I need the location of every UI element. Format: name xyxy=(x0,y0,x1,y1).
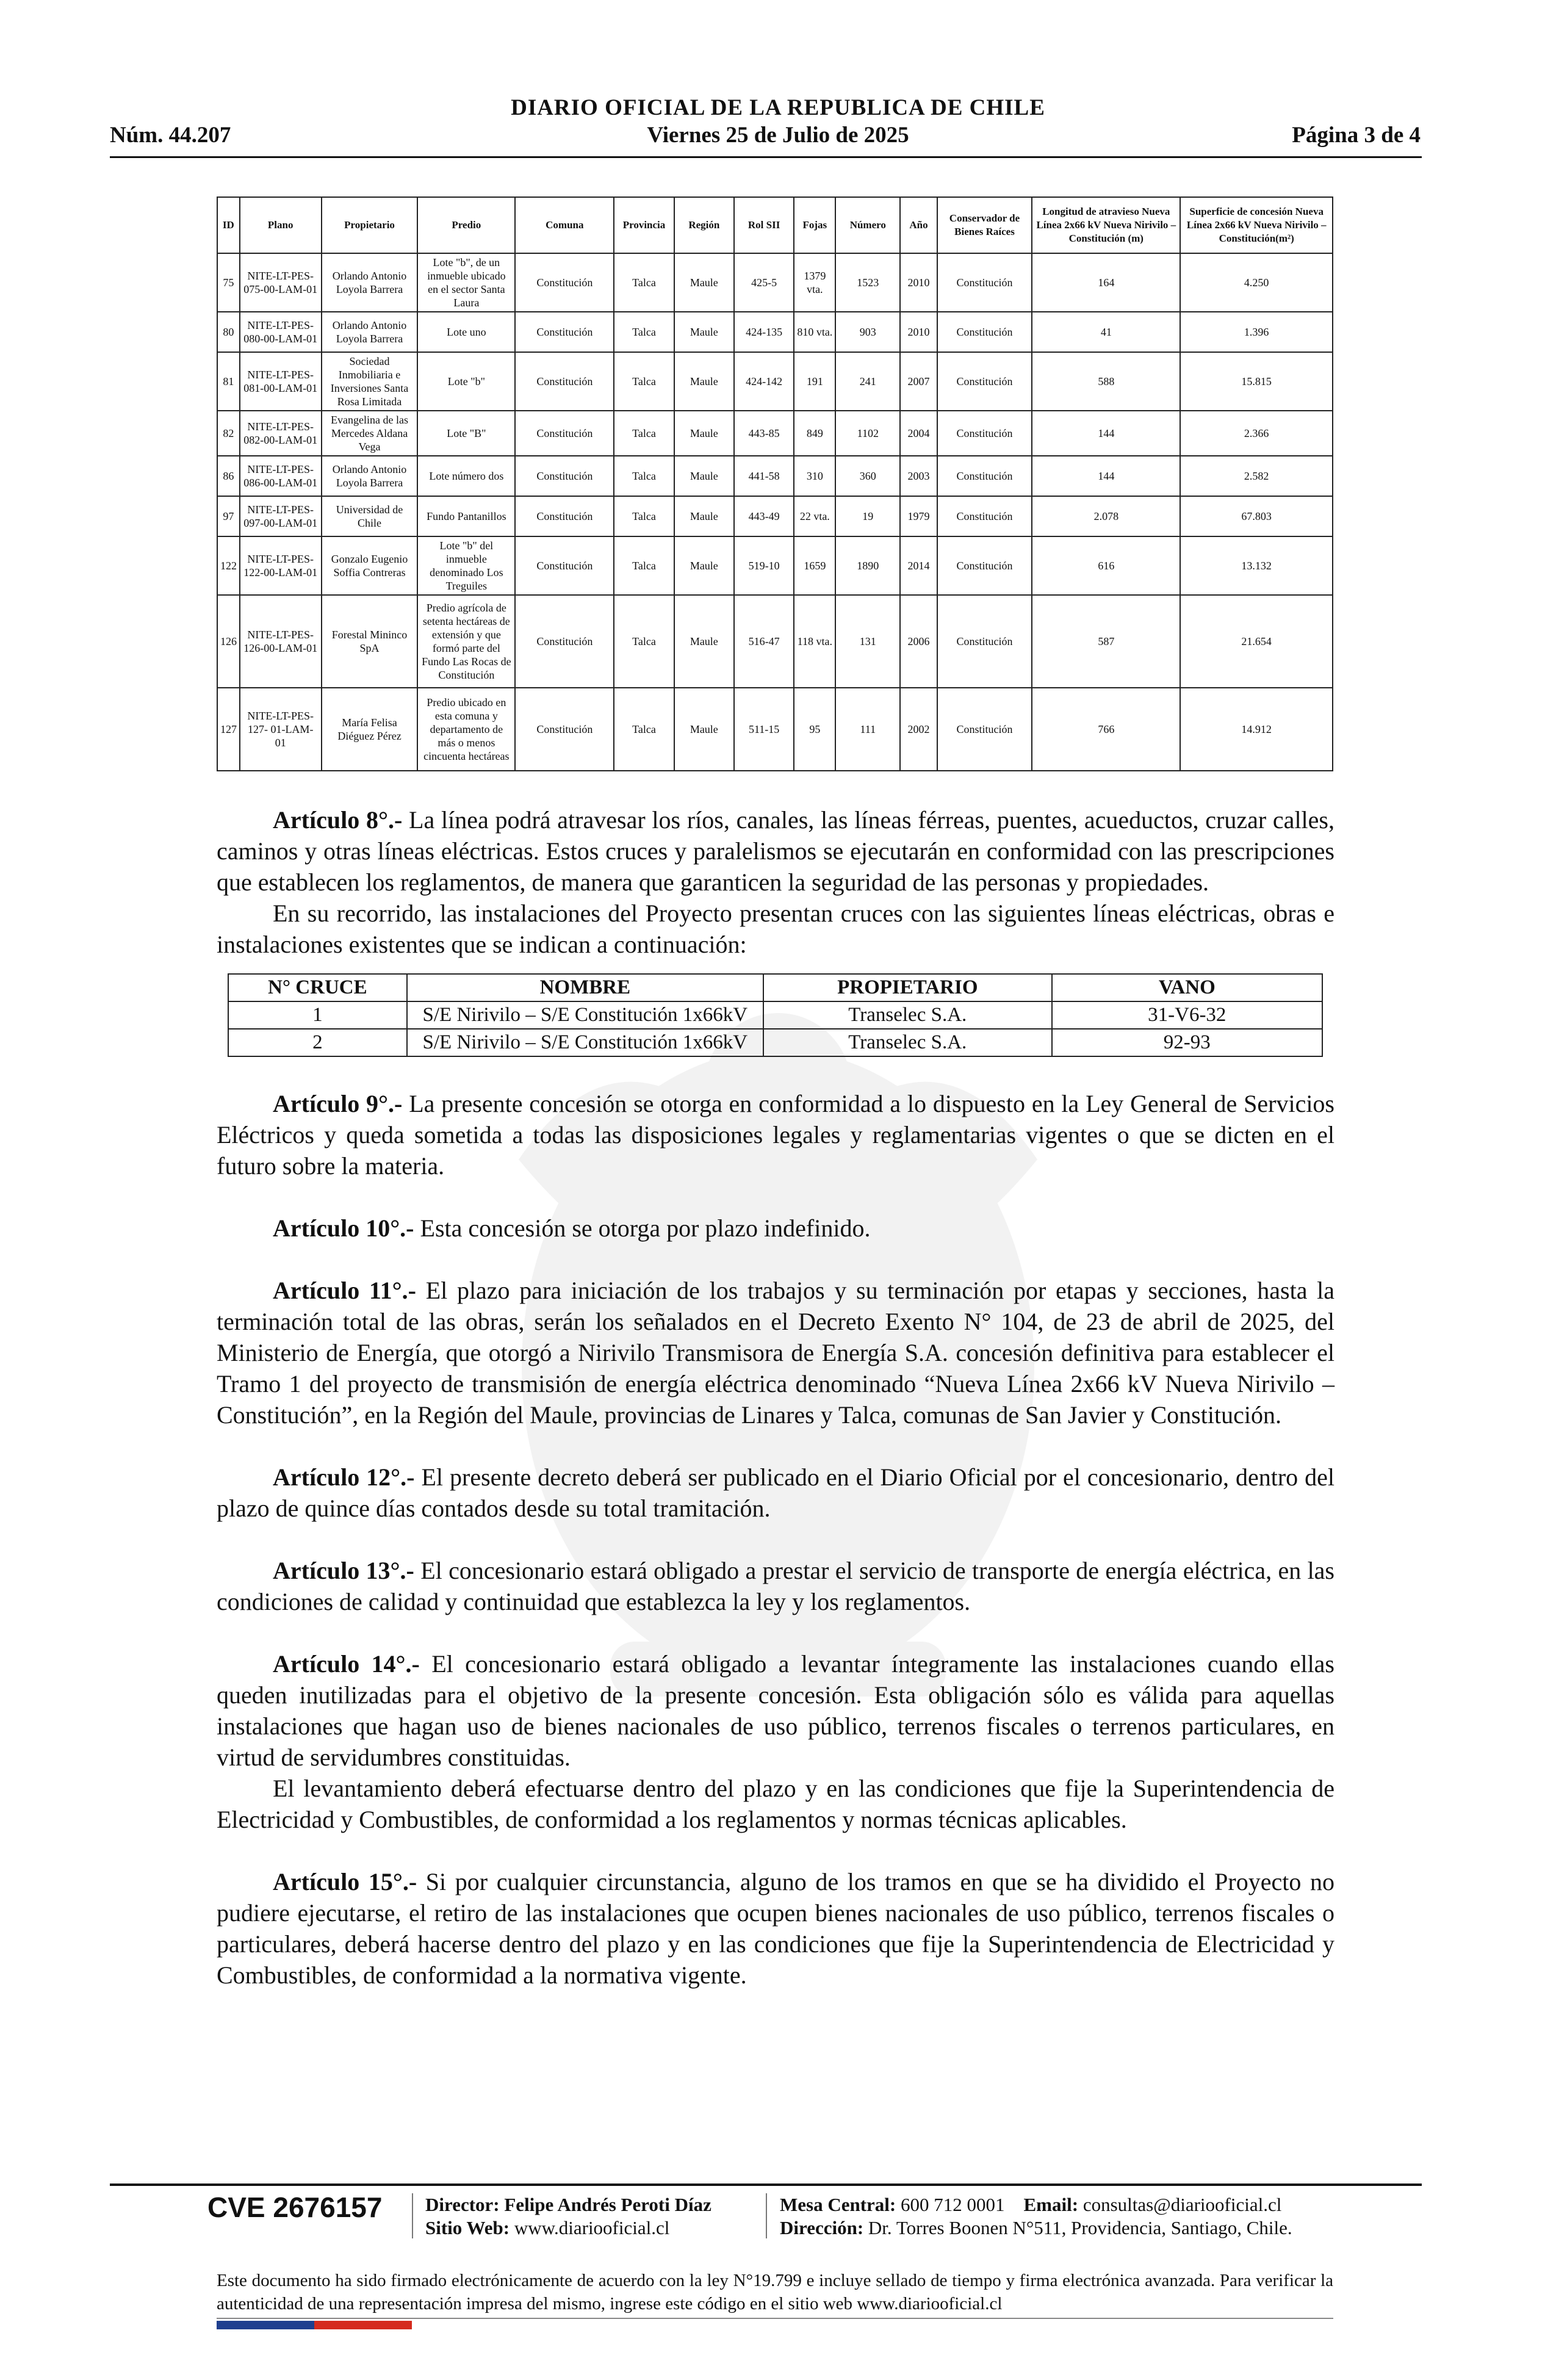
footer-contact-block xyxy=(780,2193,1292,2240)
article-13-title: Artículo 13°.- xyxy=(273,1557,414,1584)
article-8-title: Artículo 8°.- xyxy=(273,806,403,834)
table-cell: Constitución xyxy=(515,253,614,312)
table-cell: Predio agrícola de setenta hectáreas de extensión y que formó parte del Fundo Las Rocas de Constitución xyxy=(417,595,515,688)
table-cell: NITE-LT-PES-122-00-LAM-01 xyxy=(240,536,322,595)
table-cell: 2.078 xyxy=(1032,496,1180,536)
table-cell: 86 xyxy=(217,456,240,496)
phone-number: 600 712 0001 xyxy=(901,2194,1005,2215)
table-cell: 516-47 xyxy=(734,595,794,688)
article-13-text: El concesionario estará obligado a prestar el servicio de transporte de energía eléctrica, en las condiciones de calidad y continuidad que establezca la ley y los reglamentos. xyxy=(217,1557,1335,1615)
table-cell: 1523 xyxy=(835,253,900,312)
footer-bottom-rule xyxy=(217,2318,1333,2319)
article-8 xyxy=(217,804,1334,898)
table-cell: Constitución xyxy=(937,456,1032,496)
table-cell: 92-93 xyxy=(1052,1029,1322,1056)
table-cell: 13.132 xyxy=(1180,536,1333,595)
flag-segment xyxy=(314,2321,363,2329)
email-link[interactable]: consultas@diariooficial.cl xyxy=(1082,2194,1282,2215)
footer-separator xyxy=(412,2193,413,2238)
issue-date: Viernes 25 de Julio de 2025 xyxy=(647,123,909,148)
table-cell: Talca xyxy=(614,253,674,312)
table-cell: 241 xyxy=(835,352,900,411)
col-header: Superficie de concesión Nueva Línea 2x66 kV Nueva Nirivilo – Constitución(m²) xyxy=(1180,197,1333,253)
properties-table xyxy=(217,197,1333,771)
table-cell: Talca xyxy=(614,595,674,688)
col-header: Comuna xyxy=(515,197,614,253)
table-cell: Lote "b" xyxy=(417,352,515,411)
table-cell: Talca xyxy=(614,312,674,352)
website-link[interactable]: www.diariooficial.cl xyxy=(514,2217,670,2238)
table-cell: 19 xyxy=(835,496,900,536)
table-cell: 144 xyxy=(1032,456,1180,496)
table-cell: Predio ubicado en esta comuna y departamento de más o menos cincuenta hectáreas xyxy=(417,688,515,771)
article-9 xyxy=(217,1088,1334,1181)
table-cell: 2007 xyxy=(900,352,937,411)
table-cell: 14.912 xyxy=(1180,688,1333,771)
table-cell: 127 xyxy=(217,688,240,771)
page-indicator: Página 3 de 4 xyxy=(1292,123,1421,148)
table-cell: Talca xyxy=(614,352,674,411)
table-cell: 424-135 xyxy=(734,312,794,352)
table-cell: Transelec S.A. xyxy=(763,1001,1052,1029)
table-cell: 519-10 xyxy=(734,536,794,595)
table-cell: Maule xyxy=(674,595,734,688)
table-cell: Constitución xyxy=(937,595,1032,688)
table-cell: 21.654 xyxy=(1180,595,1333,688)
crossings-table xyxy=(228,973,1323,1057)
col-header: NOMBRE xyxy=(407,974,763,1001)
table-cell: 443-49 xyxy=(734,496,794,536)
article-8-text: La línea podrá atravesar los ríos, canales, las líneas férreas, puentes, acueductos, cruzar calles, caminos y otras líneas eléctricas. Estos cruces y paralelismos se ejecutarán en conformidad con las prescripciones que establecen los reglamentos, de manera que garanticen la seguridad de las personas y propiedades. xyxy=(217,806,1334,896)
article-13 xyxy=(217,1555,1334,1617)
table-cell: Talca xyxy=(614,536,674,595)
table-cell: 126 xyxy=(217,595,240,688)
director-label: Director: xyxy=(425,2194,500,2215)
table-cell: 2 xyxy=(228,1029,407,1056)
table-cell: Fundo Pantanillos xyxy=(417,496,515,536)
article-15-text: Si por cualquier circunstancia, alguno de los tramos en que se ha dividido el Proyecto no pudiere ejecutarse, el retiro de las instalaciones que ocupen bienes nacionales de uso público, terrenos fiscales o particulares, deberá hacerse dentro del plazo y en las condiciones que fije la Superintendencia de Electricidad y Combustibles, de conformidad a la normativa vigente. xyxy=(217,1868,1334,1989)
table-cell: NITE-LT-PES-127- 01-LAM-01 xyxy=(240,688,322,771)
table-cell: Maule xyxy=(674,688,734,771)
table-cell: 41 xyxy=(1032,312,1180,352)
publication-title: DIARIO OFICIAL DE LA REPUBLICA DE CHILE xyxy=(511,95,1045,120)
table-cell: 2004 xyxy=(900,411,937,456)
table-cell: Maule xyxy=(674,536,734,595)
article-10 xyxy=(217,1213,1334,1244)
table-cell: Constitución xyxy=(515,688,614,771)
article-12 xyxy=(217,1462,1334,1524)
table-cell: Lote "b" del inmueble denominado Los Treguiles xyxy=(417,536,515,595)
table-cell: 2003 xyxy=(900,456,937,496)
table-cell: 1890 xyxy=(835,536,900,595)
table-row xyxy=(217,352,1333,411)
article-9-title: Artículo 9°.- xyxy=(273,1090,403,1117)
article-14-title: Artículo 14°.- xyxy=(273,1650,420,1678)
table-cell: Maule xyxy=(674,456,734,496)
table-cell: 425-5 xyxy=(734,253,794,312)
table-cell: 1379 vta. xyxy=(794,253,835,312)
table-cell: Lote uno xyxy=(417,312,515,352)
table-cell: 97 xyxy=(217,496,240,536)
header-divider xyxy=(110,156,1422,158)
col-header: Número xyxy=(835,197,900,253)
table-cell: Maule xyxy=(674,352,734,411)
table-cell: 511-15 xyxy=(734,688,794,771)
table-cell: Lote "B" xyxy=(417,411,515,456)
table-cell: Constitución xyxy=(515,456,614,496)
article-14-text: El concesionario estará obligado a levantar íntegramente las instalaciones cuando ellas queden inutilizadas para el objetivo de la presente concesión. Esta obligación sólo es válida para aquellas instalaciones que hagan uso de bienes nacionales de uso público, terrenos fiscales o terrenos particulares, en virtud de servidumbres constituidas. xyxy=(217,1650,1334,1771)
col-header: ID xyxy=(217,197,240,253)
table-cell: Lote número dos xyxy=(417,456,515,496)
table-row xyxy=(228,1029,1322,1056)
table-cell: Maule xyxy=(674,411,734,456)
table-cell: 360 xyxy=(835,456,900,496)
table-cell: Constitución xyxy=(937,352,1032,411)
table-cell: 31-V6-32 xyxy=(1052,1001,1322,1029)
table-cell: 15.815 xyxy=(1180,352,1333,411)
table-cell: Talca xyxy=(614,496,674,536)
table-row xyxy=(217,536,1333,595)
article-11-text: El plazo para iniciación de los trabajos y su terminación por etapas y secciones, hasta la terminación total de las obras, serán los señalados en el Decreto Exento N° 104, de 23 de abril de 2025, del Ministerio de Energía, que otorgó a Nirivilo Transmisora de Energía S.A. concesión definitiva para establecer el Tramo 1 del proyecto de transmisión de energía eléctrica denominado “Nueva Línea 2x66 kV Nueva Nirivilo – Constitución”, en la Región del Maule, provincias de Linares y Talca, comunas de San Javier y Constitución. xyxy=(217,1277,1335,1429)
table-cell: 164 xyxy=(1032,253,1180,312)
table-cell: 1 xyxy=(228,1001,407,1029)
article-11 xyxy=(217,1275,1334,1430)
table-row xyxy=(217,312,1333,352)
table-cell: 849 xyxy=(794,411,835,456)
table-row xyxy=(217,456,1333,496)
table-cell: 810 vta. xyxy=(794,312,835,352)
table-cell: 4.250 xyxy=(1180,253,1333,312)
table-cell: Universidad de Chile xyxy=(322,496,418,536)
table-cell: NITE-LT-PES-081-00-LAM-01 xyxy=(240,352,322,411)
article-12-text: El presente decreto deberá ser publicado en el Diario Oficial por el concesionario, dentro del plazo de quince días contados desde su total tramitación. xyxy=(217,1463,1335,1522)
table-cell: 616 xyxy=(1032,536,1180,595)
col-header: Fojas xyxy=(794,197,835,253)
table-cell: Constitución xyxy=(515,496,614,536)
table-cell: Lote "b", de un inmueble ubicado en el sector Santa Laura xyxy=(417,253,515,312)
table-cell: 22 vta. xyxy=(794,496,835,536)
col-header: PROPIETARIO xyxy=(763,974,1052,1001)
table-cell: 111 xyxy=(835,688,900,771)
table-cell: 2010 xyxy=(900,312,937,352)
col-header: Provincia xyxy=(614,197,674,253)
article-8-paragraph-2: En su recorrido, las instalaciones del Proyecto presentan cruces con las siguientes líneas eléctricas, obras e instalaciones existentes que se indican a continuación: xyxy=(217,900,1334,958)
table-cell: 310 xyxy=(794,456,835,496)
table-cell: Maule xyxy=(674,496,734,536)
table-header-row xyxy=(228,974,1322,1001)
article-9-text: La presente concesión se otorga en conformidad a lo dispuesto en la Ley General de Servicios Eléctricos y queda sometida a todas las disposiciones legales y reglamentarias vigentes o que se dicten en el futuro sobre la materia. xyxy=(217,1090,1335,1180)
table-cell: Maule xyxy=(674,253,734,312)
table-cell: María Felisa Diéguez Pérez xyxy=(322,688,418,771)
table-cell: Constitución xyxy=(515,411,614,456)
table-cell: 82 xyxy=(217,411,240,456)
table-cell: NITE-LT-PES-097-00-LAM-01 xyxy=(240,496,322,536)
table-cell: Orlando Antonio Loyola Barrera xyxy=(322,253,418,312)
table-cell: Transelec S.A. xyxy=(763,1029,1052,1056)
col-header: N° CRUCE xyxy=(228,974,407,1001)
table-cell: 131 xyxy=(835,595,900,688)
table-row xyxy=(217,688,1333,771)
table-cell: Constitución xyxy=(515,352,614,411)
table-cell: 424-142 xyxy=(734,352,794,411)
table-cell: 95 xyxy=(794,688,835,771)
table-cell: Constitución xyxy=(937,312,1032,352)
table-cell: S/E Nirivilo – S/E Constitución 1x66kV xyxy=(407,1029,763,1056)
table-cell: Constitución xyxy=(937,688,1032,771)
table-cell: 67.803 xyxy=(1180,496,1333,536)
table-cell: 766 xyxy=(1032,688,1180,771)
article-14-paragraph-2: El levantamiento deberá efectuarse dentro del plazo y en las condiciones que fije la Superintendencia de Electricidad y Combustibles, de conformidad a los reglamentos y normas técnicas aplicables. xyxy=(217,1775,1334,1833)
col-header: Región xyxy=(674,197,734,253)
table-cell: Constitución xyxy=(515,595,614,688)
flag-segment xyxy=(217,2321,265,2329)
article-10-title: Artículo 10°.- xyxy=(273,1214,414,1242)
table-cell: 191 xyxy=(794,352,835,411)
footer-director-block xyxy=(425,2193,711,2240)
table-cell: 2.582 xyxy=(1180,456,1333,496)
table-cell: NITE-LT-PES-086-00-LAM-01 xyxy=(240,456,322,496)
table-cell: Gonzalo Eugenio Soffia Contreras xyxy=(322,536,418,595)
table-row xyxy=(228,1001,1322,1029)
table-cell: 2006 xyxy=(900,595,937,688)
table-cell: 443-85 xyxy=(734,411,794,456)
table-cell: NITE-LT-PES-075-00-LAM-01 xyxy=(240,253,322,312)
table-header-row xyxy=(217,197,1333,253)
table-cell: NITE-LT-PES-126-00-LAM-01 xyxy=(240,595,322,688)
table-cell: Sociedad Inmobiliaria e Inversiones Santa Rosa Limitada xyxy=(322,352,418,411)
table-cell: 587 xyxy=(1032,595,1180,688)
table-cell: Forestal Mininco SpA xyxy=(322,595,418,688)
table-cell: 1102 xyxy=(835,411,900,456)
col-header: Plano xyxy=(240,197,322,253)
signature-notice: Este documento ha sido firmado electrónicamente de acuerdo con la ley N°19.799 e incluye sellado de tiempo y firma electrónica avanzada. Para verificar la autenticidad de una representación impresa del mismo, ingrese este código en el sitio web www.diariooficial.cl xyxy=(217,2271,1333,2313)
table-cell: Constitución xyxy=(937,496,1032,536)
col-header: Longitud de atravieso Nueva Línea 2x66 kV Nueva Nirivilo – Constitución (m) xyxy=(1032,197,1180,253)
table-cell: Constitución xyxy=(937,411,1032,456)
table-cell: 144 xyxy=(1032,411,1180,456)
article-15-title: Artículo 15°.- xyxy=(273,1868,417,1895)
table-cell: 2002 xyxy=(900,688,937,771)
website-label: Sitio Web: xyxy=(425,2217,510,2238)
table-cell: 122 xyxy=(217,536,240,595)
table-cell: S/E Nirivilo – S/E Constitución 1x66kV xyxy=(407,1001,763,1029)
col-header: Año xyxy=(900,197,937,253)
article-15 xyxy=(217,1866,1334,1991)
table-cell: 80 xyxy=(217,312,240,352)
table-cell: Constitución xyxy=(515,536,614,595)
table-cell: 2010 xyxy=(900,253,937,312)
table-cell: 588 xyxy=(1032,352,1180,411)
issue-number: Núm. 44.207 xyxy=(110,123,231,148)
table-cell: 1979 xyxy=(900,496,937,536)
table-cell: 81 xyxy=(217,352,240,411)
table-cell: Constitución xyxy=(515,312,614,352)
col-header: Rol SII xyxy=(734,197,794,253)
table-cell: NITE-LT-PES-082-00-LAM-01 xyxy=(240,411,322,456)
table-cell: 75 xyxy=(217,253,240,312)
email-label: Email: xyxy=(1023,2194,1079,2215)
table-cell: Orlando Antonio Loyola Barrera xyxy=(322,456,418,496)
table-cell: 1.396 xyxy=(1180,312,1333,352)
table-cell: Constitución xyxy=(937,536,1032,595)
table-cell: Evangelina de las Mercedes Aldana Vega xyxy=(322,411,418,456)
document-body xyxy=(217,804,1334,1991)
table-cell: Constitución xyxy=(937,253,1032,312)
address-label: Dirección: xyxy=(780,2217,864,2238)
col-header: Propietario xyxy=(322,197,418,253)
table-cell: Talca xyxy=(614,456,674,496)
table-row xyxy=(217,595,1333,688)
table-row xyxy=(217,496,1333,536)
table-row xyxy=(217,253,1333,312)
col-header: Conservador de Bienes Raíces xyxy=(937,197,1032,253)
flag-segment xyxy=(363,2321,412,2329)
article-11-title: Artículo 11°.- xyxy=(273,1277,416,1304)
table-row xyxy=(217,411,1333,456)
article-12-title: Artículo 12°.- xyxy=(273,1463,415,1491)
col-header: VANO xyxy=(1052,974,1322,1001)
phone-label: Mesa Central: xyxy=(780,2194,896,2215)
flag-segment xyxy=(265,2321,314,2329)
properties-table-body xyxy=(217,253,1333,771)
table-cell: 2.366 xyxy=(1180,411,1333,456)
table-cell: 1659 xyxy=(794,536,835,595)
table-cell: Orlando Antonio Loyola Barrera xyxy=(322,312,418,352)
footer-divider xyxy=(110,2183,1422,2186)
footer-separator xyxy=(766,2193,767,2238)
director-name: Felipe Andrés Peroti Díaz xyxy=(504,2194,711,2215)
table-cell: 118 vta. xyxy=(794,595,835,688)
article-10-text: Esta concesión se otorga por plazo indefinido. xyxy=(420,1214,871,1242)
table-cell: Maule xyxy=(674,312,734,352)
address-text: Dr. Torres Boonen N°511, Providencia, Santiago, Chile. xyxy=(868,2217,1292,2238)
table-cell: 903 xyxy=(835,312,900,352)
col-header: Predio xyxy=(417,197,515,253)
cve-code: CVE 2676157 xyxy=(207,2191,383,2223)
article-14 xyxy=(217,1648,1334,1773)
table-cell: Talca xyxy=(614,411,674,456)
table-cell: NITE-LT-PES-080-00-LAM-01 xyxy=(240,312,322,352)
table-cell: 441-58 xyxy=(734,456,794,496)
table-cell: Talca xyxy=(614,688,674,771)
table-cell: 2014 xyxy=(900,536,937,595)
flag-stripe xyxy=(217,2321,412,2329)
